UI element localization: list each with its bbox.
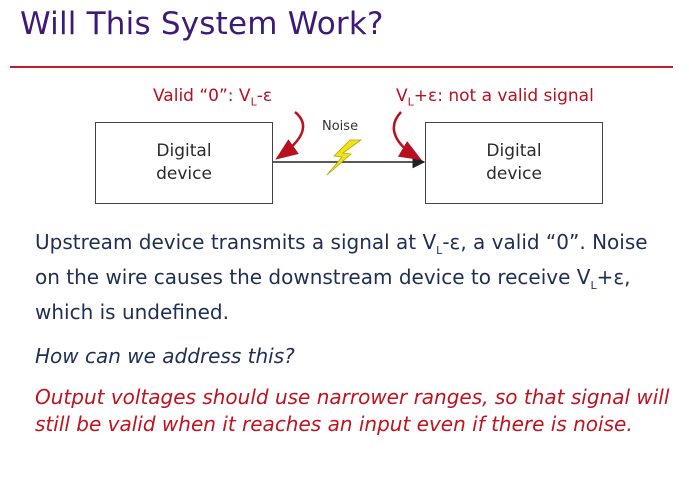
downstream-device-box	[425, 122, 603, 204]
right-annotation-arrow	[394, 112, 418, 158]
noise-label: Noise	[322, 119, 359, 134]
lightning-bolt-icon	[327, 140, 361, 175]
diagram	[0, 0, 689, 230]
right-signal-label: $V_L+\varepsilon$: not a valid signal	[396, 86, 594, 109]
explanation-paragraph: Upstream device transmits a signal at $V_L-\varepsilon$, a valid “0”. Noise on the wire causes the downstream device to receive $V_L+\varepsilon$, which is undefined.	[35, 230, 648, 324]
upstream-device-label: Digital device	[156, 141, 212, 184]
downstream-device-label: Digital device	[486, 141, 542, 184]
question-text: How can we address this?	[35, 344, 295, 368]
answer-text: Output voltages should use narrower ranges, so that signal will still be valid when it reaches an input even if there is noise.	[35, 385, 670, 436]
upstream-device-box	[95, 122, 273, 204]
slide-title: Will This System Work?	[20, 6, 384, 42]
left-signal-label: Valid “0”: $V_L-\varepsilon$	[153, 86, 273, 109]
left-annotation-arrow	[279, 112, 303, 157]
